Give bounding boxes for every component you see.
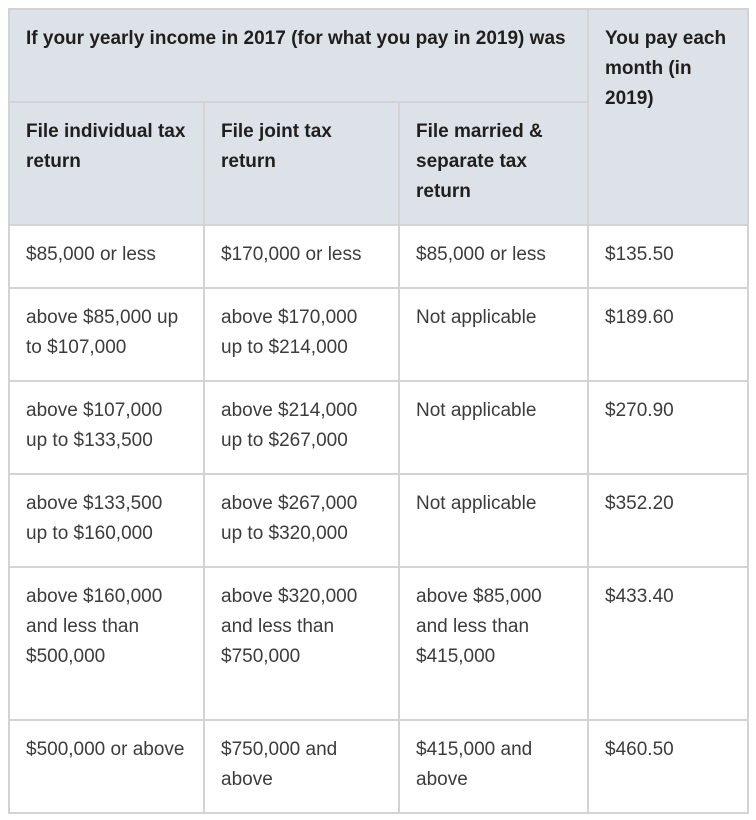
cell-individual: above $85,000 up to $107,000: [9, 288, 204, 381]
column-header-married-separate: File married & separate tax return: [399, 102, 588, 225]
cell-married-separate: Not applicable: [399, 474, 588, 567]
cell-monthly: $433.40: [588, 567, 748, 720]
column-header-individual: File individual tax return: [9, 102, 204, 225]
income-premium-table: [8, 8, 749, 814]
cell-joint: $170,000 or less: [204, 225, 399, 288]
cell-individual: above $107,000 up to $133,500: [9, 381, 204, 474]
premium-table-container: [8, 8, 747, 812]
cell-joint: $750,000 and above: [204, 720, 399, 813]
cell-individual: $500,000 or above: [9, 720, 204, 813]
cell-married-separate: $85,000 or less: [399, 225, 588, 288]
cell-individual: $85,000 or less: [9, 225, 204, 288]
table-row: [9, 381, 748, 474]
table-row: [9, 474, 748, 567]
cell-monthly: $135.50: [588, 225, 748, 288]
cell-individual: above $160,000 and less than $500,000: [9, 567, 204, 720]
cell-joint: above $267,000 up to $320,000: [204, 474, 399, 567]
cell-married-separate: $415,000 and above: [399, 720, 588, 813]
cell-married-separate: above $85,000 and less than $415,000: [399, 567, 588, 720]
cell-married-separate: Not applicable: [399, 381, 588, 474]
cell-monthly: $270.90: [588, 381, 748, 474]
cell-married-separate: Not applicable: [399, 288, 588, 381]
table-row: [9, 720, 748, 813]
cell-individual: above $133,500 up to $160,000: [9, 474, 204, 567]
income-group-header: If your yearly income in 2017 (for what you pay in 2019) was: [9, 9, 588, 102]
table-header-row: [9, 9, 748, 102]
table-row: [9, 225, 748, 288]
column-header-joint: File joint tax return: [204, 102, 399, 225]
you-pay-header: You pay each month (in 2019): [588, 9, 748, 225]
cell-joint: above $170,000 up to $214,000: [204, 288, 399, 381]
table-row: [9, 288, 748, 381]
table-row: [9, 567, 748, 720]
cell-joint: above $214,000 up to $267,000: [204, 381, 399, 474]
cell-joint: above $320,000 and less than $750,000: [204, 567, 399, 720]
cell-monthly: $460.50: [588, 720, 748, 813]
cell-monthly: $189.60: [588, 288, 748, 381]
cell-monthly: $352.20: [588, 474, 748, 567]
